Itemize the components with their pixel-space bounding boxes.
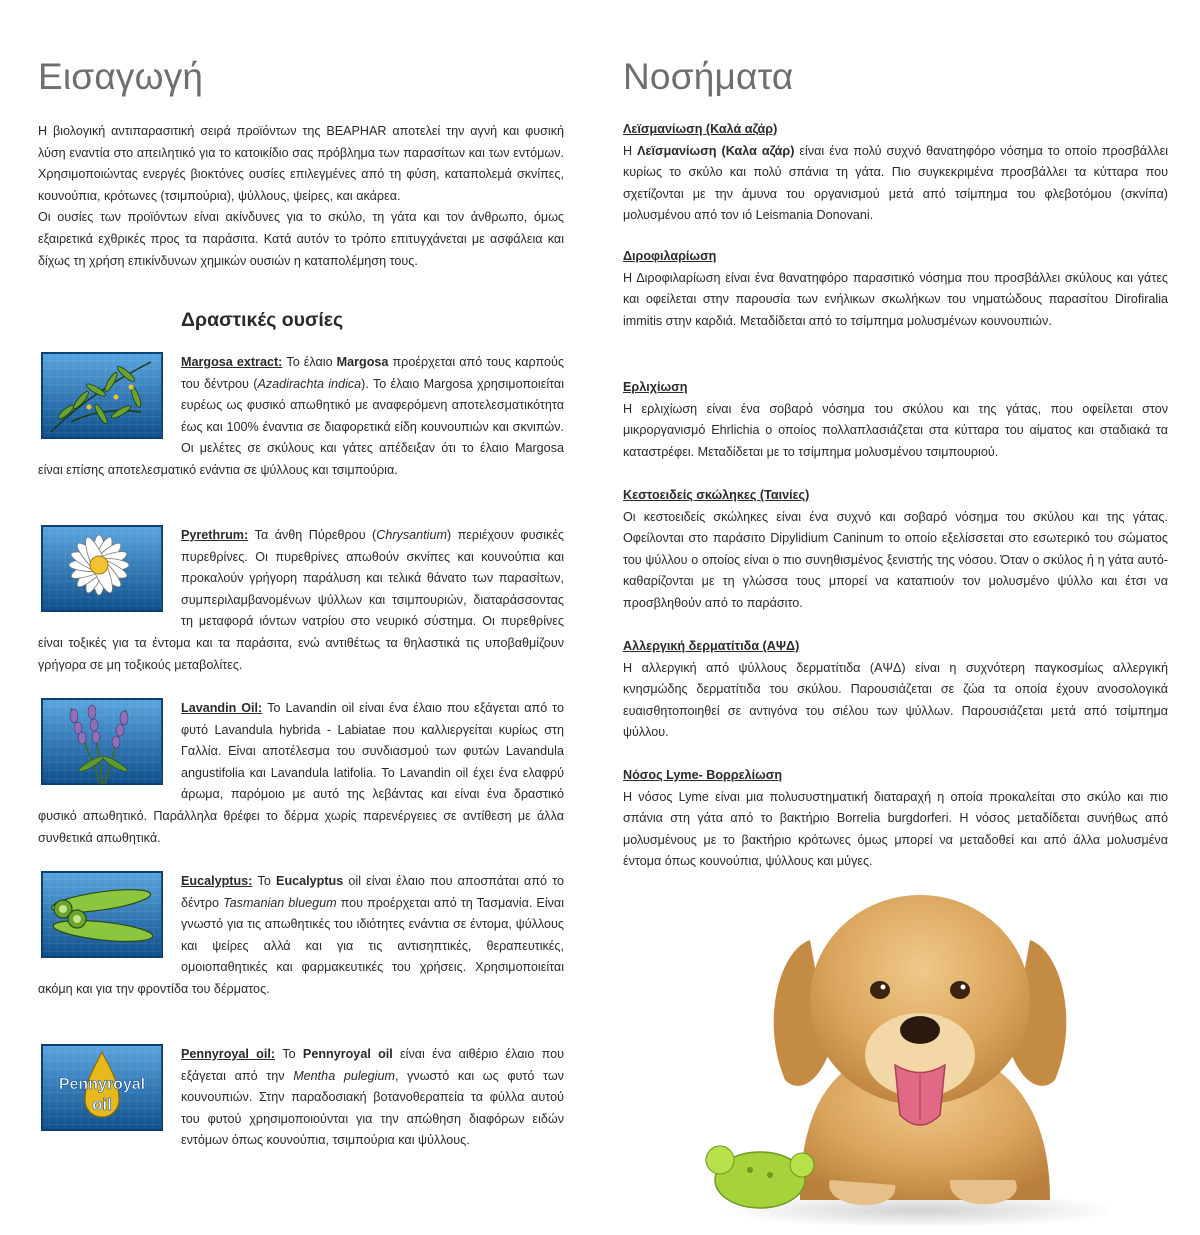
disease-title: Κεστοειδείς σκώληκες (Ταινίες) [623,488,810,502]
ingredient-title: Margosa extract: [181,355,283,369]
intro-paragraph-2: Οι ουσίες των προϊόντων είναι ακίνδυνες για το σκύλο, τη γάτα και τον άνθρωπο, όμως εξαιρετικά εχθρικές προς τα παράσιτα. Κατά αυτόν το τρόπο επιτυγχάνεται με ασφάλεια και δίχως τη χρήση επικίνδυνων χημικών ουσιών η καταπολέμηση τους. [38,210,564,268]
ingredient-eucalyptus: Eucalyptus: Το Eucalyptus oil είναι έλαιο που αποσπάται από το δέντρο Tasmanian bluegum που προέρχεται από τη Τασμανία. Είναι γνωστό για τις απωθητικές του ιδιότητες ενάντια σε έντομα, ψύλλους και ψείρες αλλά και για τις αντισηπτικές, θεραπευτικές, ομοιοπαθητικές και φαρμακευτικές του χρήσεις. Χρησιμοποιείται ακόμη και για την φροντίδα του δέρματος. [38,871,564,1001]
diseases-heading: Νοσήματα [623,56,794,97]
ingredient-margosa: Margosa extract: Το έλαιο Margosa προέρχεται από τους καρπούς του δέντρου (Azadirachta indica). Το έλαιο Margosa χρησιμοποιείται ευρέως ως φυσικό απωθητικό με αναφερόμενη αποτελεσματικότητα έως και 100% έναντια σε διαφορετικά είδη κουνουπιών και σκνιπών. Οι μελέτες σε σκύλους και γάτες απέδειξαν ότι το έλαιο Margosa είναι επίσης αποτελεσματικό ενάντια σε ψύλλους και τσιμπούρια. [38,352,564,482]
disease-title: Λεϊσμανίωση (Καλά αζάρ) [623,122,778,136]
ingredient-pyrethrum: Pyrethrum: Τα άνθη Πύρεθρου (Chrysantium) περιέχουν φυσικές πυρεθρίνες. Οι πυρεθρίνες απωθούν σκνίπες και κουνούπια και προκαλούν γρήγορη παράλυση και τελικά θάνατο των παρασίτων, συμπεριλαμβανομένων ψύλλων και τσιμπουριών, διαταράσσοντας τη μεταφορά ιόντων νατρίου στο νευρικό σύστημα. Οι πυρεθρίνες είναι τοξικές για τα έντομα και τα παράσιτα, ενώ αντιθέτως τα θηλαστικά τις υποβαθμίζουν γρήγορα σε μη τοξικούς μεταβολίτες. [38,525,564,676]
margosa-leaves-icon [41,352,163,439]
disease-title: Αλλεργική δερματίτιδα (ΑΨΔ) [623,639,800,653]
active-ingredients-heading: Δραστικές ουσίες [181,309,344,331]
ingredient-title: Pyrethrum: [181,528,249,542]
disease-lyme: Νόσος Lyme- Βορρελίωση Η νόσος Lyme είναι μια πολυσυστηματική διαταραχή η οποία προκαλείται στο σκύλο και πιο σπάνια στη γάτα από το βακτήριο Borrelia burgdorferi. Η νόσος μεταδίδεται συνήθως από μολυσμένους με το βακτήριο κρότωνες όμως μπορεί να μεταδοθεί και από άλλα μολυσμένα έντομα όπως κουνούπια, ψύλλους και μύγες. [623,765,1168,873]
golden-retriever-photo [690,880,1110,1225]
daisy-flower-icon [41,525,163,612]
disease-leishmaniasis: Λεϊσμανίωση (Καλά αζάρ) Η Λεϊσμανίωση (Καλα αζάρ) είναι ένα πολύ συχνό θανατηφόρο νόσημα το οποίο προσβάλλει κυρίως το σκύλο και πολύ σπάνια τη γάτα. Πιο συγκεκριμένα προσβάλλει τα κύτταρα που σχετίζονται με την άμυνα του οργανισμού μετά από τσίμπημα του φλεβοτόμου (σκνίπα) μολυσμένου από τον ιό Leismania Donovani. [623,119,1168,227]
ingredient-lavandin: Lavandin Oil: Το Lavandin oil είναι ένα έλαιο που εξάγεται από το φυτό Lavandula hybrida - Labiatae που καλλιεργείται κυρίως στη Γαλλία. Είναι αποτέλεσμα του συνδιασμού των φυτών Lavandula angustifolia και Lavandula latifolia. Το Lavandin oil έχει ένα ελαφρύ άρωμα, παρόμοιο με αυτό της λεβάντας και είναι ένα δραστικό φυσικό απωθητικό. Παράλληλα θρέφει το δέρμα χωρίς παρενέργειες σε αντίθεση με άλλα συνθετικά απωθητικά. [38,698,564,849]
eucalyptus-icon [41,871,163,958]
icon-label-pennyroyal: Pennyroyal [58,1076,146,1093]
disease-title: Διροφιλαρίωση [623,249,717,263]
disease-title: Νόσος Lyme- Βορρελίωση [623,768,783,782]
ingredient-title: Pennyroyal oil: [181,1047,276,1061]
icon-label-oil: oil [92,1095,112,1114]
ingredient-title: Lavandin Oil: [181,701,263,715]
intro-paragraph-1: Η βιολογική αντιπαρασιτική σειρά προϊόντων της BEAPHAR αποτελεί την αγνή και φυσική λύση εναντία στο απειλητικό για το κατοικίδιο σας πρόβλημα των παρασίτων και των εντόμων. Χρησιμοποιώντας ενεργές βιοκτόνες ουσίες επιλεγμένες από τη φύση, καταπολεμά σκνίπες, κουνούπια, κρότωνες (τσιμπούρια), ψύλλους, ψείρες, και ακάρεα. [38,124,564,203]
lavender-icon [41,698,163,785]
intro-text [38,121,564,272]
disease-flea-allergy-dermatitis: Αλλεργική δερματίτιδα (ΑΨΔ) Η αλλεργική από ψύλλους δερματίτιδα (ΑΨΔ) είναι η συχνότερη παγκοσμίως αλλεργική κνησμώδης δερματίτιδα του σκύλου. Παρουσιάζεται σε ζώα τα οποία έχουν ανοσολογικά ευαισθητοποιηθεί σε αντιγόνα του σιέλου των ψύλλων. Παρουσιάζεται μετά από τσίμπημα ψύλλου. [623,636,1168,744]
ingredient-pennyroyal: Pennyroyal oil Pennyroyal oil: Το Pennyroyal oil είναι ένα αιθέριο έλαιο που εξάγεται από την Mentha pulegium, γνωστό και ως φυτό των κουνουπιών. Στην παραδοσιακή βοτανοθεραπεία τα φύλλα αυτού του φυτού χρησιμοποιούνται για την απώθηση διαφόρων ειδών εντόμων όπως κουνούπια, τσιμπούρια και ψύλλους. [38,1044,564,1152]
disease-title: Ερλιχίωση [623,380,688,394]
ingredient-title: Eucalyptus: [181,874,253,888]
disease-dirofilariasis: Διροφιλαρίωση Η Διροφιλαρίωση είναι ένα θανατηφόρο παρασιτικό νόσημα που προσβάλλει σκύλους και γάτες και οφείλεται στην παρουσία των ενήλικων σκωλήκων του νηματώδους παρασίτου Dirofiralia immitis στην καρδιά. Μεταδίδεται από το τσίμπημα μολυσμένων κουνουπιών. [623,246,1168,332]
intro-heading: Εισαγωγή [38,56,204,97]
disease-ehrlichiosis: Ερλιχίωση Η ερλιχίωση είναι ένα σοβαρό νόσημα του σκύλου και της γάτας, που οφείλεται στον μικροργανισμό Ehrlichia ο οποίος πολλαπλασιάζεται στα κύτταρα του αίματος και σταδιακά τα καταστρέφει. Μεταδίδεται με το τσίμπημα μολυσμένου τσιμπουριού. [623,377,1168,463]
disease-tapeworms: Κεστοειδείς σκώληκες (Ταινίες) Οι κεστοειδείς σκώληκες είναι ένα συχνό και σοβαρό νόσημα του σκύλου και της γάτας. Οφείλονται στο παράσιτο Dipylidium Caninum το οποίο εξελίσσεται στο εσωτερικό του σώματος του ψύλλου ο οποίος είναι ο πιο συνηθισμένος ξενιστής της νόσου. Όταν ο σκύλος ή η γάτα αυτό-καθαρίζονται με τη γλώσσα τους μπορεί να καταπιούν τον μολυσμένο ψύλλο και έτσι να προσβληθούν από το παράσιτο. [623,485,1168,615]
pennyroyal-oil-drop-icon [41,1044,163,1131]
